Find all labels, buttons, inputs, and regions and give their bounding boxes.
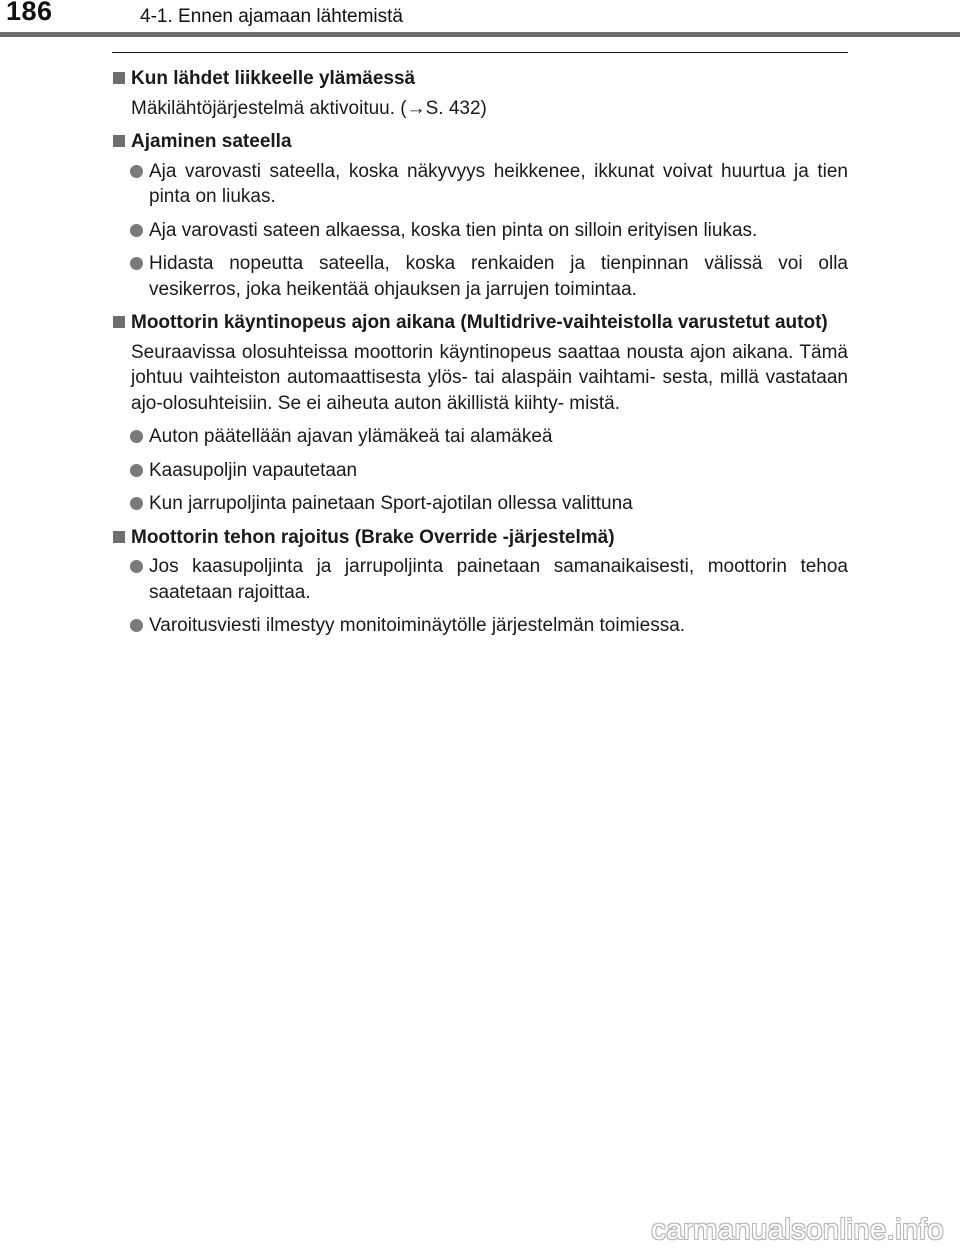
list-item: [112, 424, 848, 450]
page-content: [112, 66, 848, 647]
list-item: [112, 491, 848, 517]
section-rain-driving: [112, 129, 848, 302]
list-item: [112, 159, 848, 210]
square-bullet-icon: [113, 72, 125, 84]
list-item: [112, 554, 848, 605]
round-bullet-icon: [130, 165, 143, 178]
round-bullet-icon: [130, 224, 143, 237]
section-heading: [112, 525, 848, 551]
list-item-text: Auton päätellään ajavan ylämäkeä tai alamäkeä: [149, 426, 553, 447]
list-item: [112, 251, 848, 302]
header-bar: [0, 32, 960, 37]
section-heading-text: Ajaminen sateella: [131, 131, 292, 152]
round-bullet-icon: [130, 257, 143, 270]
list-item-text: Hidasta nopeutta sateella, koska renkaiden ja tienpinnan välissä voi olla vesikerros, joka heikentää ohjauksen ja jarrujen toimintaa.: [149, 253, 848, 300]
section-paragraph: Seuraavissa olosuhteissa moottorin käyntinopeus saattaa nousta ajon aikana. Tämä johtuu vaihteiston automaattisesta ylös- tai alaspäin vaihtami- sesta, millä vastataan ajo-olosuhteisiin. Se ei aiheuta auton äkillistä kiihty- mistä.: [131, 341, 848, 414]
round-bullet-icon: [130, 560, 143, 573]
section-heading-text: Moottorin käyntinopeus ajon aikana (Multidrive-vaihteistolla varustetut autot): [131, 312, 828, 333]
section-heading: [112, 66, 848, 92]
round-bullet-icon: [130, 430, 143, 443]
round-bullet-icon: [130, 497, 143, 510]
square-bullet-icon: [113, 316, 125, 328]
list-item: [112, 218, 848, 244]
square-bullet-icon: [113, 135, 125, 147]
list-item-text: Aja varovasti sateen alkaessa, koska tien pinta on silloin erityisen liukas.: [149, 219, 758, 241]
round-bullet-icon: [130, 619, 143, 632]
list-item-text: Jos kaasupoljinta ja jarrupoljinta painetaan samanaikaisesti, moottorin tehoa saatetaan rajoittaa.: [149, 556, 848, 603]
section-heading-text: Kun lähdet liikkeelle ylämäessä: [131, 68, 416, 89]
section-heading: [112, 310, 848, 336]
list-item-text: Kun jarrupoljinta painetaan Sport-ajotilan ollessa valittuna: [149, 493, 633, 514]
section-hill-start: [112, 66, 848, 121]
running-head: 4-1. Ennen ajamaan lähtemistä: [140, 6, 403, 27]
page-number: 186: [6, 0, 53, 26]
list-item-text: Varoitusviesti ilmestyy monitoiminäytölle järjestelmän toimiessa.: [149, 615, 686, 636]
list-item-text: Kaasupoljin vapautetaan: [149, 459, 358, 481]
square-bullet-icon: [113, 531, 125, 543]
list-item: [112, 458, 848, 484]
list-item: [112, 613, 848, 639]
round-bullet-icon: [130, 464, 143, 477]
section-rule: [112, 52, 848, 53]
list-item-text: Aja varovasti sateella, koska näkyvyys heikkenee, ikkunat voivat huurtua ja tien pinta on liukas.: [149, 160, 848, 207]
section-paragraph: Mäkilähtöjärjestelmä aktivoituu. (→S. 432): [131, 97, 487, 119]
section-heading: [112, 129, 848, 155]
section-heading-text: Moottorin tehon rajoitus (Brake Override -järjestelmä): [131, 526, 615, 548]
watermark-text: carmanualsonline.info: [651, 1214, 944, 1246]
section-brake-override: [112, 525, 848, 639]
section-engine-speed: [112, 310, 848, 517]
